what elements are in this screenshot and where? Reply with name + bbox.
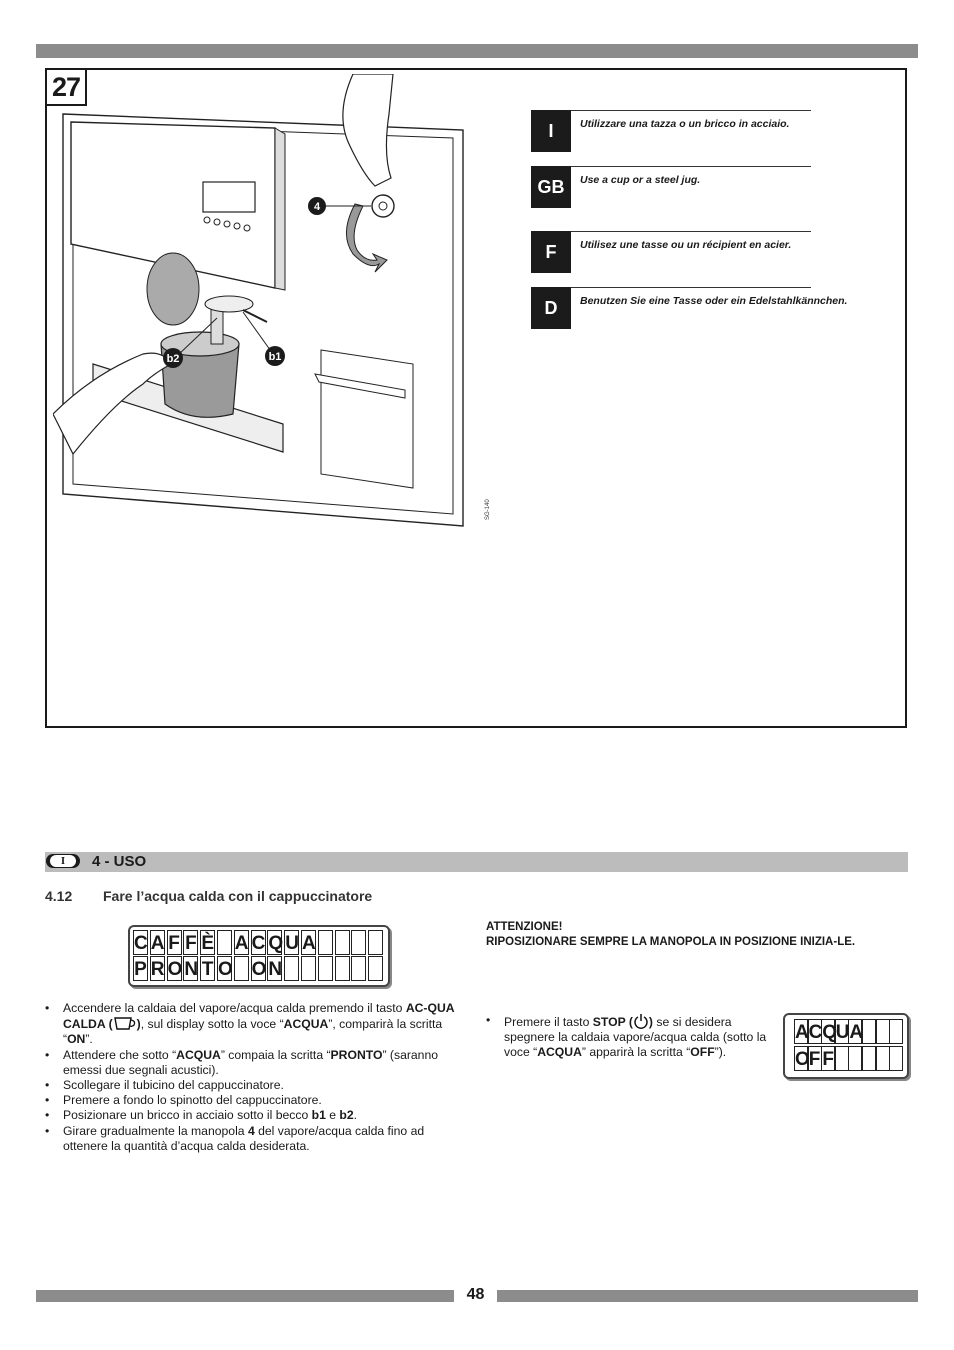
display-char-cell: U xyxy=(835,1019,849,1044)
display-char-cell: A xyxy=(150,930,165,955)
display-char-cell xyxy=(335,930,350,955)
display-char-cell xyxy=(835,1046,849,1071)
display-char-cell xyxy=(318,930,333,955)
callout-b1 xyxy=(265,346,285,366)
display-char-cell xyxy=(217,930,232,955)
footer-bar-right xyxy=(497,1290,918,1302)
display-char-cell: O xyxy=(251,956,266,981)
attention-text: RIPOSIZIONARE SEMPRE LA MANOPOLA IN POSIZIONE INIZIA-LE. xyxy=(486,936,856,948)
display-char-cell xyxy=(351,956,366,981)
display-char-cell xyxy=(368,930,383,955)
language-flag: I xyxy=(46,854,80,868)
display-char-cell xyxy=(889,1046,903,1071)
stop-instruction xyxy=(486,1013,774,1061)
display-char-cell xyxy=(318,956,333,981)
subsection-heading: 4.12 Fare l’acqua calda con il cappuccinatore xyxy=(45,888,373,904)
display-char-cell: A xyxy=(848,1019,862,1044)
list-item: • Girare gradualmente la manopola 4 del vapore/acqua calda fino ad ottenere la quantità d’acqua calda desiderata. xyxy=(45,1124,469,1154)
display-char-cell xyxy=(234,956,249,981)
attention-title: ATTENZIONE! xyxy=(486,921,563,933)
svg-text:4: 4 xyxy=(313,201,321,213)
display-char-cell xyxy=(876,1046,890,1071)
display-char-cell: F xyxy=(167,930,182,955)
display-char-cell: Q xyxy=(267,930,282,955)
display-main xyxy=(128,925,390,987)
callout-b2 xyxy=(163,348,183,368)
callout-4 xyxy=(308,197,326,215)
lang-item-it: I Utilizzare una tazza o un bricco in acciaio. xyxy=(531,110,813,152)
lang-item-de: D Benutzen Sie eine Tasse oder ein Edelstahlkännchen. xyxy=(531,287,813,329)
display-char-cell xyxy=(368,956,383,981)
instruction-list xyxy=(45,1001,469,1154)
display-char-cell: N xyxy=(183,956,198,981)
power-icon xyxy=(633,1013,649,1029)
display-char-cell: C xyxy=(808,1019,822,1044)
display-char-cell: T xyxy=(200,956,215,981)
display-char-cell: O xyxy=(794,1046,808,1071)
svg-text:b2: b2 xyxy=(166,353,180,365)
list-item: • Posizionare un bricco in acciaio sotto il becco b1 e b2. xyxy=(45,1108,469,1123)
display-char-cell: C xyxy=(251,930,266,955)
figure-code-label: SG-140 xyxy=(485,499,491,520)
display-char-cell xyxy=(335,956,350,981)
coffee-machine-illustration xyxy=(53,74,523,534)
hot-water-cup-icon xyxy=(113,1016,137,1031)
display-char-cell: O xyxy=(167,956,182,981)
display-char-cell: È xyxy=(200,930,215,955)
display-char-cell: R xyxy=(150,956,165,981)
display-char-cell xyxy=(301,956,316,981)
display-char-cell: F xyxy=(808,1046,822,1071)
section-title: 4 - USO xyxy=(92,853,147,870)
display-char-cell: F xyxy=(821,1046,835,1071)
display-char-cell xyxy=(876,1019,890,1044)
display-char-cell xyxy=(862,1046,876,1071)
display-char-cell xyxy=(862,1019,876,1044)
attention-note xyxy=(486,920,908,950)
display-char-cell xyxy=(889,1019,903,1044)
list-item: • Premere il tasto STOP ( ) se si desidera spegnere la caldaia vapore/acqua calda (sotto la voce “ACQUA” apparirà la scritta “OFF”). xyxy=(486,1013,774,1061)
display-char-cell: C xyxy=(133,930,148,955)
display-char-cell: N xyxy=(267,956,282,981)
display-off xyxy=(783,1013,909,1079)
list-item: • Scollegare il tubicino del cappuccinatore. xyxy=(45,1078,469,1093)
display-char-cell: F xyxy=(183,930,198,955)
display-char-cell: U xyxy=(284,930,299,955)
display-char-cell: P xyxy=(133,956,148,981)
display-char-cell xyxy=(848,1046,862,1071)
display-char-cell: O xyxy=(217,956,232,981)
header-bar xyxy=(36,44,918,58)
footer-bar-left xyxy=(36,1290,454,1302)
section-header xyxy=(45,852,908,872)
page-number: 48 xyxy=(466,1286,485,1303)
display-char-cell: A xyxy=(234,930,249,955)
figure-number: 27 xyxy=(47,70,87,106)
display-char-cell: Q xyxy=(821,1019,835,1044)
list-item: • Accendere la caldaia del vapore/acqua calda premendo il tasto AC-QUA CALDA ( ), sul display sotto la voce “ACQUA”, comparirà la scritta “ON”. xyxy=(45,1001,469,1048)
figure-frame xyxy=(45,68,907,728)
display-char-cell: A xyxy=(301,930,316,955)
display-char-cell xyxy=(284,956,299,981)
lang-item-fr: F Utilisez une tasse ou un récipient en acier. xyxy=(531,231,813,273)
display-char-cell xyxy=(351,930,366,955)
lang-item-gb: GB Use a cup or a steel jug. xyxy=(531,166,813,208)
svg-text:b1: b1 xyxy=(268,351,282,363)
list-item: • Premere a fondo lo spinotto del cappuccinatore. xyxy=(45,1093,469,1108)
list-item: • Attendere che sotto “ACQUA” compaia la scritta “PRONTO” (saranno emessi due segnali acustici). xyxy=(45,1048,469,1078)
display-char-cell: A xyxy=(794,1019,808,1044)
